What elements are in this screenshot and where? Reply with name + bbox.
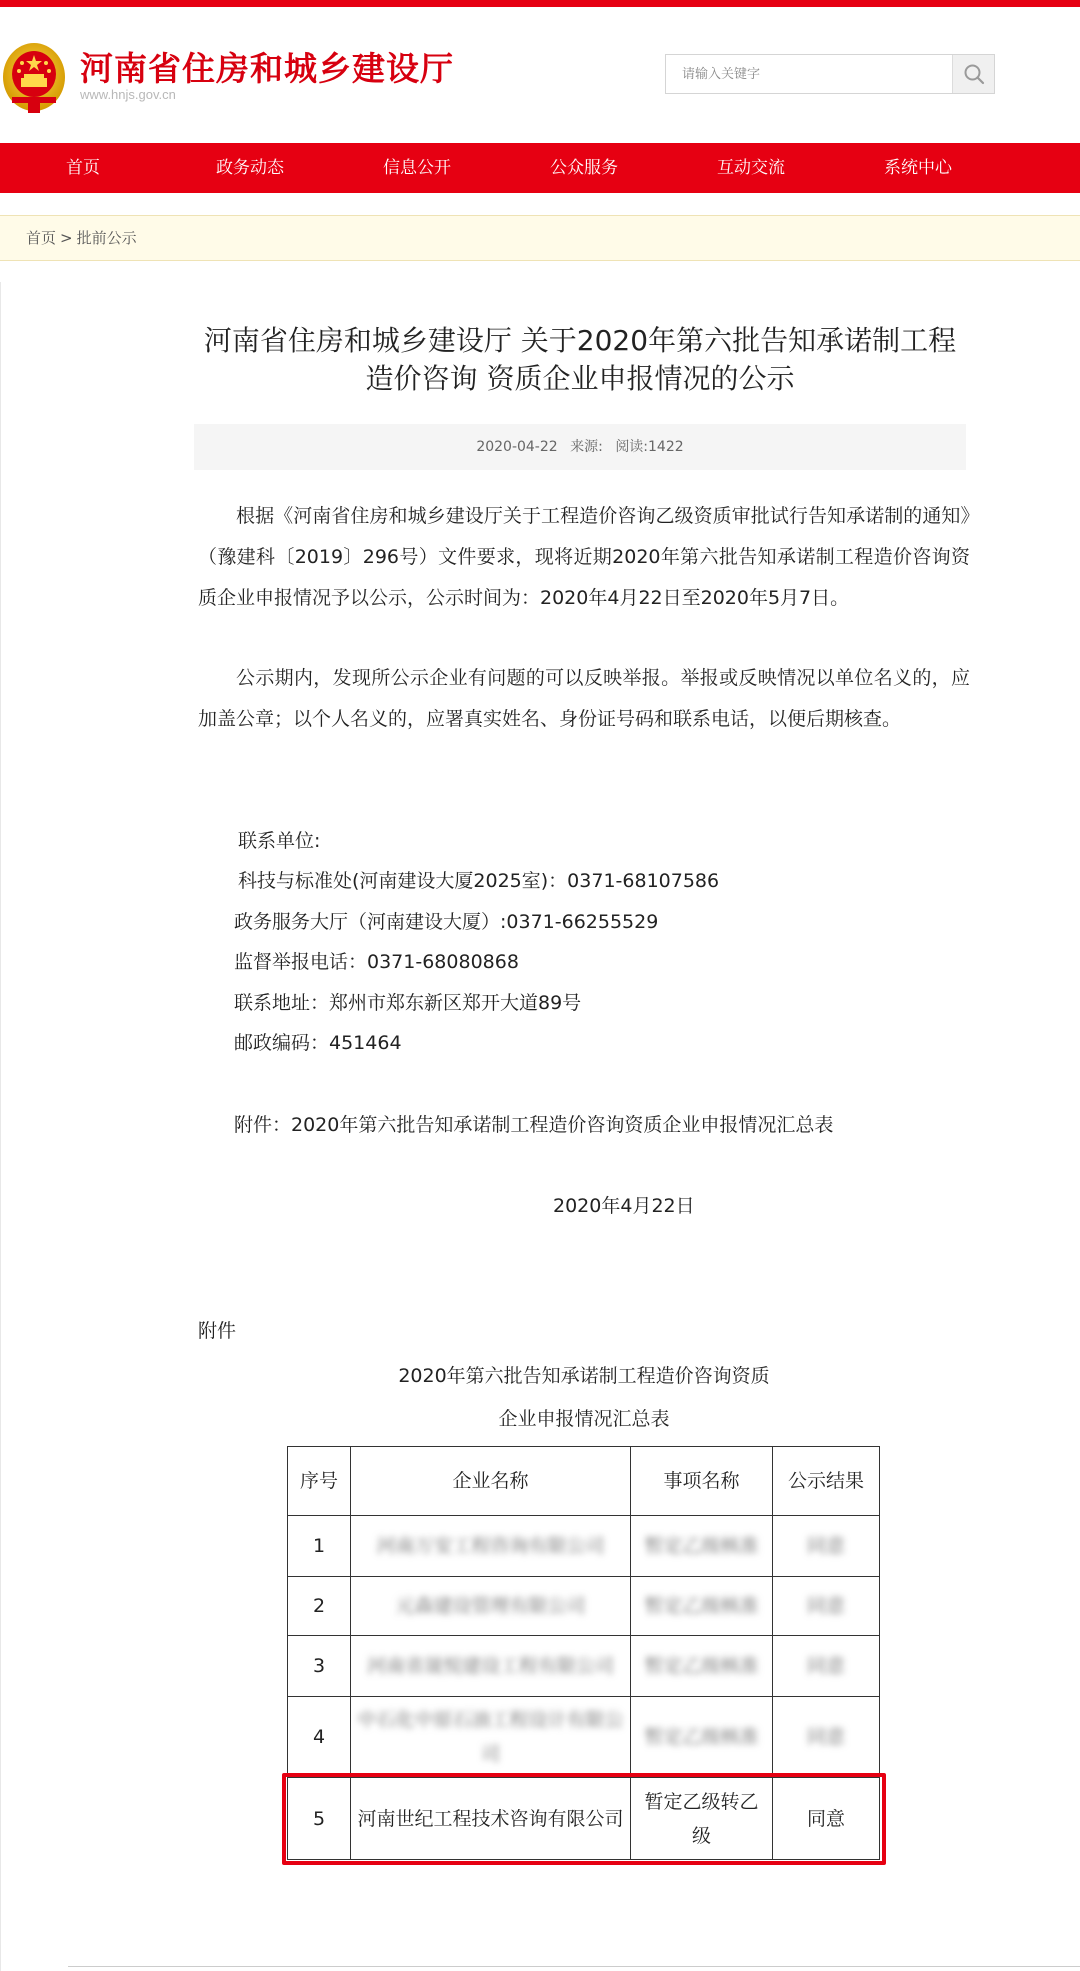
cell-company <box>351 1577 631 1636</box>
cell-company <box>351 1697 631 1778</box>
top-accent-bar <box>0 0 1080 7</box>
cell-item: 暂定乙级转乙级 <box>631 1778 773 1860</box>
result-blurred: 同意 <box>806 1535 845 1557</box>
nav-item-disclosure[interactable]: 信息公开 <box>383 158 451 178</box>
cell-no: 2 <box>288 1577 351 1636</box>
cell-result: 同意 <box>773 1778 880 1860</box>
article-title: 河南省住房和城乡建设厅 关于2020年第六批告知承诺制工程造价咨询 资质企业申报情况的公示 <box>203 324 957 395</box>
result-blurred: 同意 <box>806 1655 845 1677</box>
table-row <box>288 1577 880 1636</box>
main-nav <box>0 143 1080 193</box>
company-name-blurred: 河南万安工程咨询有限公司 <box>376 1535 605 1557</box>
nav-item-public-service[interactable]: 公众服务 <box>550 158 618 178</box>
nav-item-home[interactable]: 首页 <box>66 158 100 178</box>
site-header <box>0 7 1080 143</box>
company-name-blurred: 河南省晟悦建设工程有限公司 <box>366 1655 614 1677</box>
cell-item <box>631 1636 773 1697</box>
cell-item <box>631 1577 773 1636</box>
table-title-line-1: 2020年第六批告知承诺制工程造价咨询资质 <box>398 1365 770 1387</box>
highlight-box <box>282 1773 886 1865</box>
contact-address: 联系地址：郑州市郑东新区郑开大道89号 <box>234 992 582 1014</box>
cell-item <box>631 1697 773 1778</box>
company-name-blurred: 中石化中原石油工程设计有限公司 <box>357 1709 624 1765</box>
cell-item <box>631 1516 773 1577</box>
item-name-blurred: 暂定乙级核准 <box>644 1535 759 1557</box>
table-row <box>288 1636 880 1697</box>
article-date: 2020-04-22 <box>476 439 558 455</box>
article-source: 来源: <box>570 439 603 455</box>
article-paragraph-2: 公示期内，发现所公示企业有问题的可以反映举报。举报或反映情况以单位名义的，应加盖公章；以个人名义的，应署真实姓名、身份证号码和联系电话，以便后期核查。 <box>198 667 970 730</box>
header-result: 公示结果 <box>773 1447 880 1516</box>
nav-item-news[interactable]: 政务动态 <box>216 158 284 178</box>
contact-label: 联系单位: <box>238 830 321 852</box>
table-title-line-2: 企业申报情况汇总表 <box>498 1408 670 1430</box>
site-title[interactable]: 河南省住房和城乡建设厅 <box>80 49 454 88</box>
item-name-blurred: 暂定乙级核准 <box>644 1655 759 1677</box>
cell-no: 1 <box>288 1516 351 1577</box>
item-name-blurred: 暂定乙级核准 <box>644 1726 759 1748</box>
article-paragraph-1: 根据《河南省住房和城乡建设厅关于工程造价咨询乙级资质审批试行告知承诺制的通知》（豫建科〔2019〕296号）文件要求，现将近期2020年第六批告知承诺制工程造价咨询资质企业申报情况予以公示，公示时间为：2020年4月22日至2020年5月7日。 <box>198 505 970 609</box>
header-no: 序号 <box>288 1447 351 1516</box>
nav-item-interaction[interactable]: 互动交流 <box>717 158 785 178</box>
header-company: 企业名称 <box>351 1447 631 1516</box>
sign-date: 2020年4月22日 <box>553 1195 695 1217</box>
breadcrumb <box>0 215 1080 261</box>
site-domain: www.hnjs.gov.cn <box>80 87 176 102</box>
cell-company <box>351 1636 631 1697</box>
cell-no: 3 <box>288 1636 351 1697</box>
company-name-blurred: 元森建设管理有限公司 <box>395 1595 586 1617</box>
attachment-link[interactable]: 附件：2020年第六批告知承诺制工程造价咨询资质企业申报情况汇总表 <box>234 1114 834 1136</box>
contact-dept: 科技与标准处(河南建设大厦2025室)：0371-68107586 <box>238 870 720 892</box>
breadcrumb-home[interactable]: 首页 <box>26 229 57 247</box>
breadcrumb-current[interactable]: 批前公示 <box>76 229 137 247</box>
table-row <box>288 1516 880 1577</box>
contact-hall: 政务服务大厅（河南建设大厦）:0371-66255529 <box>234 911 659 933</box>
result-blurred: 同意 <box>806 1726 845 1748</box>
contact-zip: 邮政编码：451464 <box>234 1032 402 1054</box>
cell-result <box>773 1636 880 1697</box>
header-item: 事项名称 <box>631 1447 773 1516</box>
cell-no: 5 <box>288 1778 351 1860</box>
article-views: 阅读:1422 <box>615 439 684 455</box>
cell-no: 4 <box>288 1697 351 1778</box>
contact-report: 监督举报电话：0371-68080868 <box>234 951 519 973</box>
table-row <box>288 1697 880 1778</box>
search-button[interactable] <box>952 55 994 93</box>
search-icon <box>963 63 985 85</box>
article-meta <box>194 424 966 470</box>
nav-item-system[interactable]: 系统中心 <box>884 158 952 178</box>
cell-company <box>351 1516 631 1577</box>
cell-result <box>773 1516 880 1577</box>
result-blurred: 同意 <box>806 1595 845 1617</box>
breadcrumb-separator: > <box>60 229 73 247</box>
table-header-row <box>288 1447 880 1516</box>
item-name-blurred: 暂定乙级核准 <box>644 1595 759 1617</box>
search-input[interactable] <box>666 55 952 93</box>
search-box <box>665 54 995 94</box>
attachment-heading: 附件 <box>198 1320 237 1342</box>
national-emblem-icon <box>2 41 66 115</box>
cell-company: 河南世纪工程技术咨询有限公司 <box>351 1778 631 1860</box>
footer-divider <box>68 1966 1080 1967</box>
cell-result <box>773 1577 880 1636</box>
cell-result <box>773 1697 880 1778</box>
